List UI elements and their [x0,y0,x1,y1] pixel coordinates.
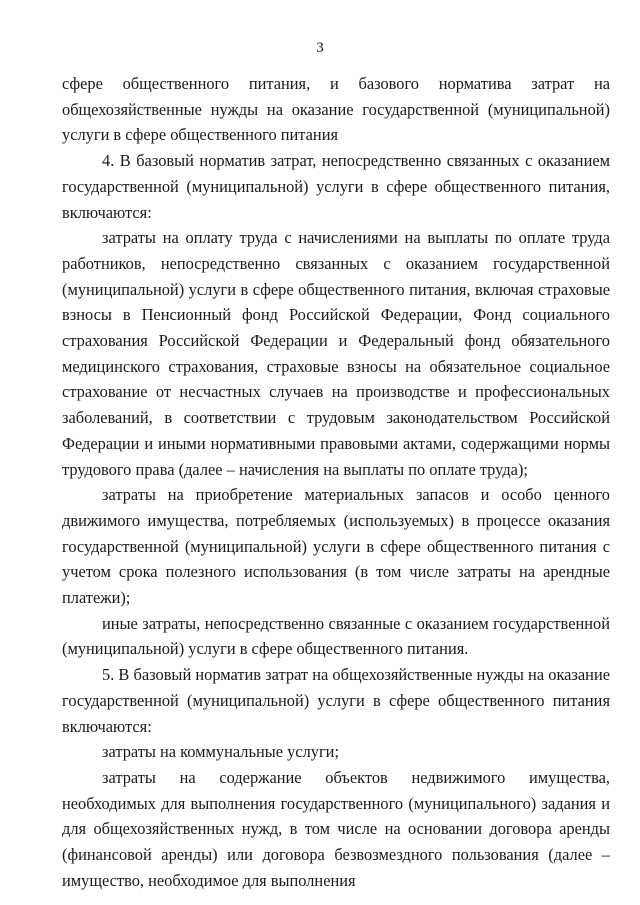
paragraph-other-costs: иные затраты, непосредственно связанные с оказанием государственной (муниципальной) услуги в сфере общественного питания. [62,613,610,659]
paragraph-clause-5: 5. В базовый норматив затрат на общехозяйственные нужды на оказание государственной (муниципальной) услуги в сфере общественного питания включаются: [62,665,610,736]
document-body [62,71,610,894]
paragraph-intro-continuation: сфере общественного питания, и базового норматива затрат на общехозяйственные нужды на оказание государственной (муниципальной) услуги в сфере общественного питания [62,74,610,145]
paragraph-utility-costs: затраты на коммунальные услуги; [102,742,339,762]
paragraph-labor-costs: затраты на оплату труда с начислениями на выплаты по оплате труда работников, непосредственно связанных с оказанием государственной (муниципальной) услуги в сфере общественного питания, включая страховые взносы в Пенсионный фонд Российской Федерации, Фонд социального страхования Российской Федерации и Федеральный фонд обязательного медицинского страхования, страховые взносы на обязательное социальное страхование от несчастных случаев на производстве и профессиональных заболеваний, в соответствии с трудовым законодательством Российской Федерации и иными нормативными правовыми актами, содержащими нормы трудового права (далее – начисления на выплаты по оплате труда); [62,228,610,479]
paragraph-property-maintenance: затраты на содержание объектов недвижимого имущества, необходимых для выполнения государственного (муниципального) задания и для общехозяйственных нужд, в том числе на основании договора аренды (финансовой аренды) или договора безвозмездного пользования (далее – имущество, необходимое для выполнения [62,767,610,890]
page-number: 3 [316,40,324,56]
paragraph-material-costs: затраты на приобретение материальных запасов и особо ценного движимого имущества, потребляемых (используемых) в процессе оказания государственной (муниципальной) услуги в сфере общественного питания с учетом срока полезного использования (в том числе затраты на арендные платежи); [62,485,610,608]
paragraph-clause-4: 4. В базовый норматив затрат, непосредственно связанных с оказанием государственной (муниципальной) услуги в сфере общественного питания, включаются: [62,151,610,222]
